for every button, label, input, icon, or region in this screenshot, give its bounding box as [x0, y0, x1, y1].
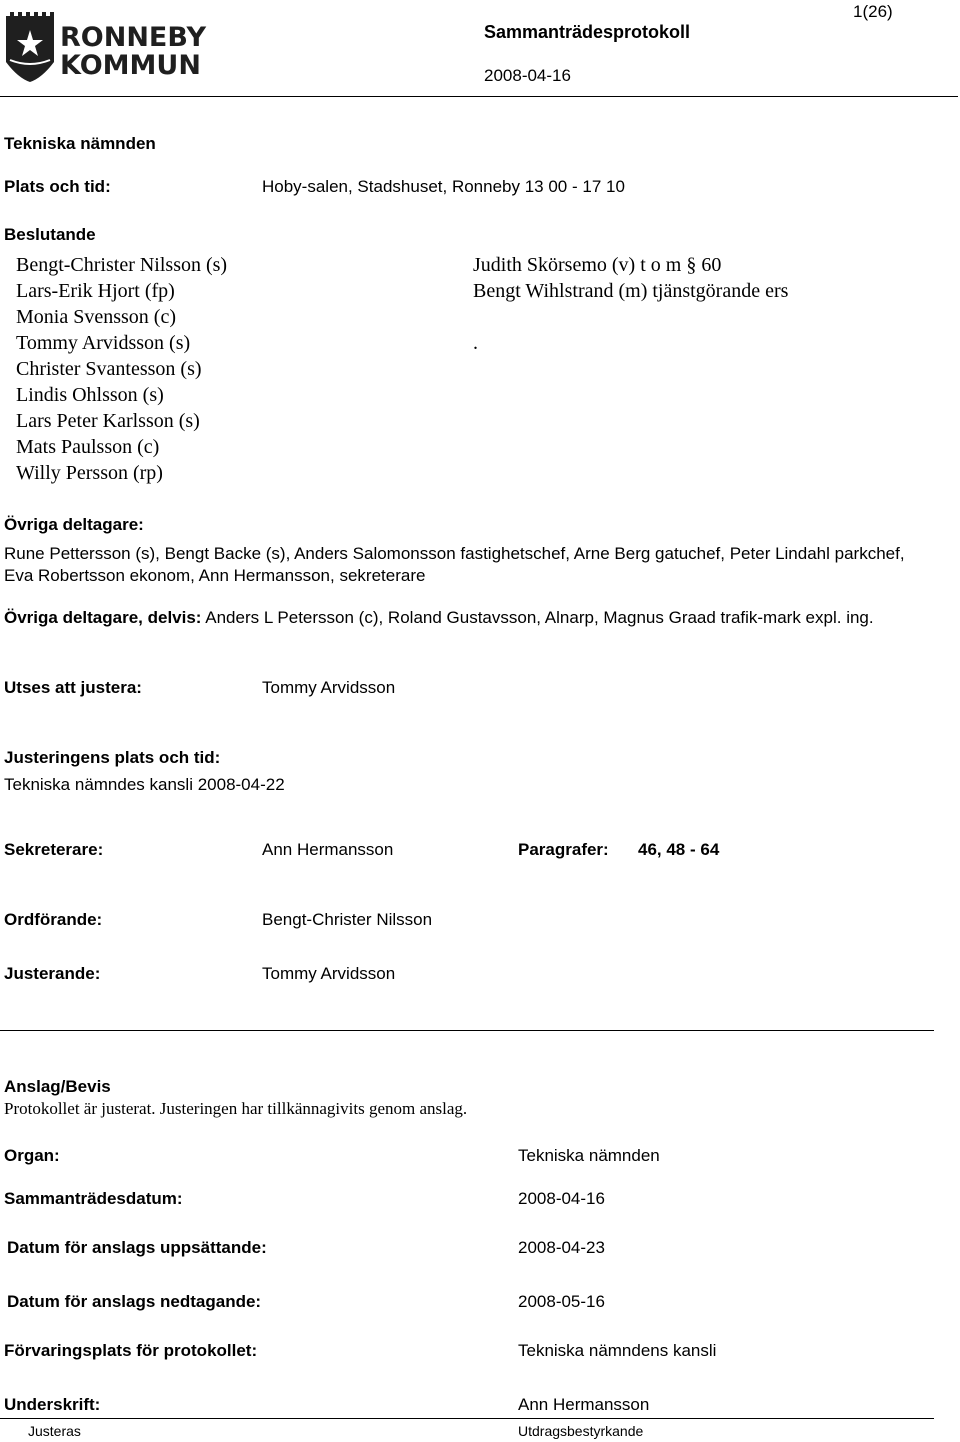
notice-heading: Anslag/Bevis: [4, 1077, 111, 1096]
paragraphs-label: Paragrafer:: [518, 840, 609, 859]
organ-label: Organ:: [4, 1146, 60, 1165]
secretary-label: Sekreterare:: [4, 840, 104, 859]
coat-of-arms-icon: [6, 12, 54, 82]
adjusting-label: Justerande:: [4, 964, 101, 983]
member-name: Lars Peter Karlsson (s): [16, 410, 200, 432]
adjust-place-label: Justeringens plats och tid:: [4, 748, 221, 767]
header-divider: [0, 96, 958, 97]
adjuster-label: Utses att justera:: [4, 678, 142, 697]
chairman-label: Ordförande:: [4, 910, 103, 929]
signature-label: Underskrift:: [4, 1395, 101, 1414]
place-time-label: Plats och tid:: [4, 177, 111, 196]
document-type: Sammanträdesprotokoll: [484, 22, 691, 42]
meeting-date-value: 2008-04-16: [518, 1189, 605, 1208]
adjuster-value: Tommy Arvidsson: [262, 678, 396, 697]
header-date: 2008-04-16: [484, 66, 571, 85]
logo-text-kommun: KOMMUN: [60, 50, 201, 81]
page-number: 1(26): [853, 2, 893, 21]
other-participants-text: Rune Pettersson (s), Bengt Backe (s), Anders Salomonsson fastighetschef, Arne Berg gatuchef, Peter Lindahl parkchef, Eva Robertsson ekonom, Ann Hermansson, sekreterare: [4, 544, 905, 585]
member-name: Monia Svensson (c): [16, 306, 176, 328]
member-name: Tommy Arvidsson (s): [16, 332, 191, 354]
stray-dot: .: [473, 332, 478, 354]
section-divider: [0, 1030, 934, 1031]
storage-value: Tekniska nämndens kansli: [518, 1341, 717, 1360]
notice-text: Protokollet är justerat. Justeringen har tillkännagivits genom anslag.: [4, 1099, 468, 1118]
ronneby-kommun-logo: [2, 2, 222, 86]
member-name: Judith Skörsemo (v) t o m § 60: [473, 254, 722, 276]
chairman-value: Bengt-Christer Nilsson: [262, 910, 433, 929]
organ-value: Tekniska nämnden: [518, 1146, 660, 1165]
member-name: Bengt Wihlstrand (m) tjänstgörande ers: [473, 280, 789, 302]
meeting-date-label: Sammanträdesdatum:: [4, 1189, 183, 1208]
signature-value: Ann Hermansson: [518, 1395, 650, 1414]
other-partial-label: Övriga deltagare, delvis:: [4, 608, 202, 627]
footer-justeras: Justeras: [28, 1423, 81, 1439]
logo-text-ronneby: RONNEBY: [60, 22, 207, 53]
footer-utdragsbestyrkande: Utdragsbestyrkande: [518, 1423, 644, 1439]
adjust-place-value: Tekniska nämndes kansli 2008-04-22: [4, 775, 285, 794]
committee-title: Tekniska nämnden: [4, 134, 156, 153]
posting-date-value: 2008-04-23: [518, 1238, 605, 1257]
posting-date-label: Datum för anslags uppsättande:: [7, 1238, 267, 1257]
member-name: Willy Persson (rp): [16, 462, 163, 484]
storage-label: Förvaringsplats för protokollet:: [4, 1341, 258, 1360]
secretary-value: Ann Hermansson: [262, 840, 394, 859]
member-name: Bengt-Christer Nilsson (s): [16, 254, 228, 276]
member-name: Lars-Erik Hjort (fp): [16, 280, 175, 302]
removal-date-label: Datum för anslags nedtagande:: [7, 1292, 262, 1311]
removal-date-value: 2008-05-16: [518, 1292, 605, 1311]
place-time-value: Hoby-salen, Stadshuset, Ronneby 13 00 - 17 10: [262, 177, 625, 196]
member-name: Mats Paulsson (c): [16, 436, 160, 458]
other-partial-block: [4, 607, 934, 629]
paragraphs-value: 46, 48 - 64: [638, 840, 720, 859]
decision-makers-label: Beslutande: [4, 225, 96, 244]
other-partial-text: Anders L Petersson (c), Roland Gustavsson, Alnarp, Magnus Graad trafik-mark expl. ing.: [205, 608, 874, 627]
other-participants-label: Övriga deltagare:: [4, 515, 144, 534]
footer-divider: [0, 1418, 934, 1419]
member-name: Lindis Ohlsson (s): [16, 384, 164, 406]
member-name: Christer Svantesson (s): [16, 358, 202, 380]
adjusting-value: Tommy Arvidsson: [262, 964, 396, 983]
